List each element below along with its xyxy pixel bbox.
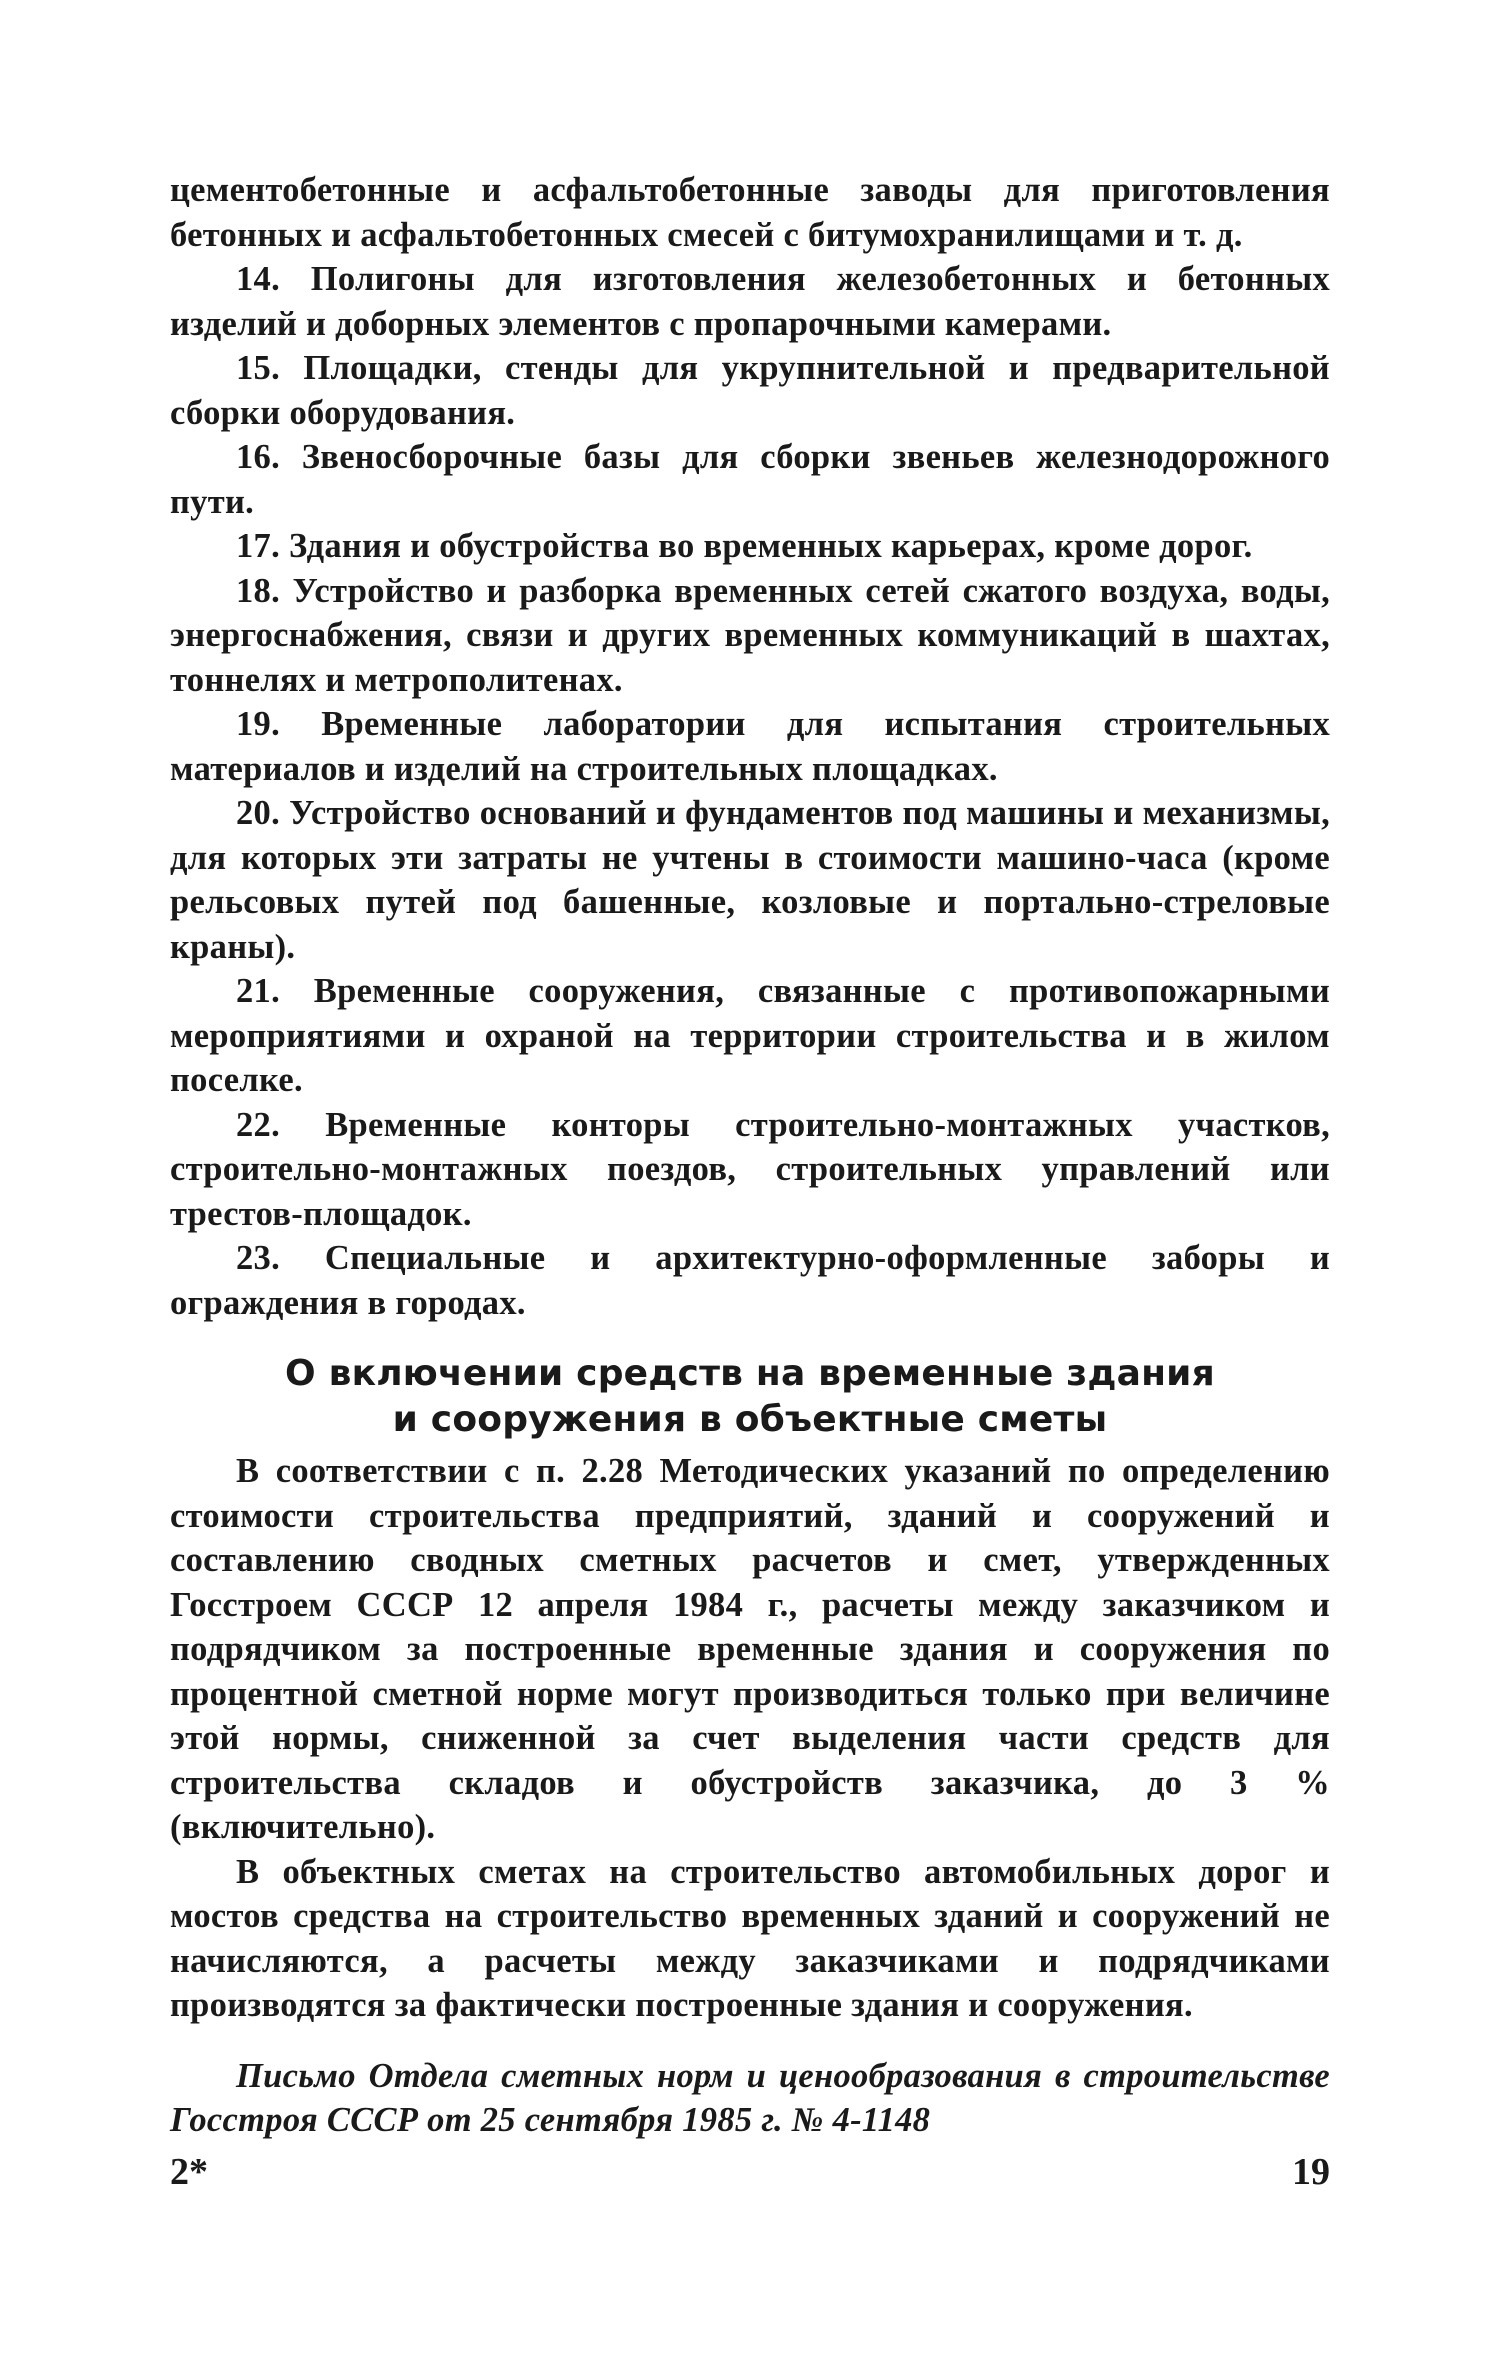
section-paragraph-1: В соответствии с п. 2.28 Методических указаний по определению стоимости строительства предприятий, зданий и сооружений и составлению сводных сметных расчетов и смет, утвержденных Госстроем СССР 12 апреля 1984 г., расчеты между заказчиком и подрядчиком за построенные временные здания и сооружения по процентной сметной норме могут производиться только при величине этой нормы, сниженной за счет выделения части средств для строительства складов и обустройств заказчика, до 3 % (включительно). [170, 1452, 1330, 1846]
list-item-18: 18. Устройство и разборка временных сетей сжатого воздуха, воды, энергоснабжения, связи и других временных коммуникаций в шахтах, тоннелях и метрополитенах. [170, 571, 1330, 699]
list-item-21: 21. Временные сооружения, связанные с противопожарными мероприятиями и охраной на территории строительства и в жилом поселке. [170, 972, 1330, 1099]
list-item-14: 14. Полигоны для изготовления железобетонных и бетонных изделий и доборных элементов с пропарочными камерами. [170, 260, 1330, 343]
list-item-continuation: цементобетонные и асфальтобетонные заводы для приготовления бетонных и асфальтобетонных смесей с битумохранилищами и т. д. [170, 171, 1330, 254]
section-heading [170, 1351, 1330, 1443]
list-item-17: 17. Здания и обустройства во временных карьерах, кроме дорог. [236, 527, 1253, 565]
section-paragraph-2: В объектных сметах на строительство автомобильных дорог и мостов средства на строительство временных зданий и сооружений не начисляются, а расчеты между заказчиками и подрядчиками производятся за фактически построенные здания и сооружения. [170, 1852, 1330, 2024]
list-item-15: 15. Площадки, стенды для укрупнительной и предварительной сборки оборудования. [170, 349, 1330, 432]
list-item-20: 20. Устройство оснований и фундаментов под машины и механизмы, для которых эти затраты не учтены в стоимости машино-часа (кроме рельсовых путей под башенные, козловые и портально-стреловые краны). [170, 794, 1330, 966]
page-content [170, 168, 1330, 2143]
section-heading-line2: и сооружения в объектные сметы [392, 1399, 1108, 1440]
list-item-16: 16. Звеносборочные базы для сборки звеньев железнодорожного пути. [170, 438, 1330, 521]
letter-reference: Письмо Отдела сметных норм и ценообразования в строительстве Госстроя СССР от 25 сентября 1985 г. № 4-1148 [170, 2056, 1330, 2139]
list-item-19: 19. Временные лаборатории для испытания строительных материалов и изделий на строительных площадках. [170, 705, 1330, 788]
list-item-22: 22. Временные конторы строительно-монтажных участков, строительно-монтажных поездов, строительных управлений или трестов-площадок. [170, 1105, 1330, 1233]
signature-mark: 2* [170, 2151, 208, 2193]
page-number: 19 [1292, 2151, 1330, 2193]
section-heading-line1: О включении средств на временные здания [285, 1353, 1215, 1394]
list-item-23: 23. Специальные и архитектурно-оформленные заборы и ограждения в городах. [170, 1239, 1330, 1322]
